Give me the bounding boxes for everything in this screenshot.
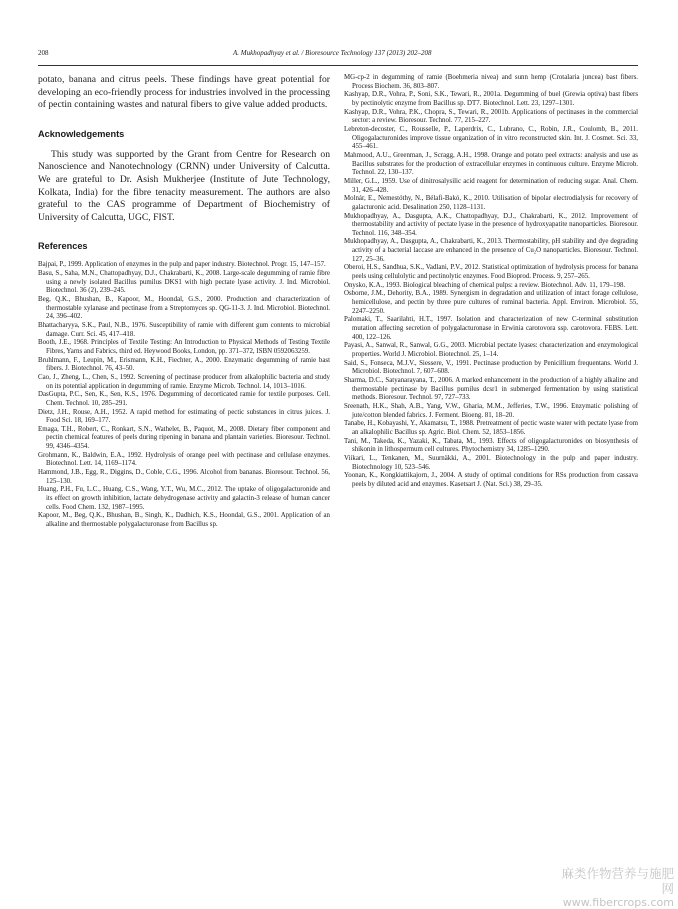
reference-item: Booth, J.E., 1968. Principles of Textile Testing: An Introduction to Physical Methods of Testing Textile Fibres, Yarns and Fabrics, third ed. Heywood Books, London, pp. 371–372, ISBN 0592063259. — [38, 339, 330, 355]
reference-item: Bhattacharyya, S.K., Paul, N.B., 1976. Susceptibility of ramie with different gum contents to microbial damage. Curr. Sci. 45, 417–418. — [38, 321, 330, 338]
reference-item: Cao, J., Zheng, L., Chen, S., 1992. Screening of pectinase producer from alkalophilic bacteria and study on its potential application in degumming of ramie. Enzyme Microb. Technol. 14, 1013–1016. — [38, 373, 330, 390]
reference-item: Said, S., Fonseca, M.J.V., Siessere, V., 1991. Pectinase production by Penicillium frequentans. World J. Microbiol. Biotechnol. 7, 607–608. — [344, 359, 638, 376]
journal-running-head: A. Mukhopadhyay et al. / Bioresource Technology 137 (2013) 202–208 — [233, 49, 432, 57]
references-list-left — [38, 261, 330, 529]
reference-item: Molnár, E., Nemestóthy, N., Bélafi-Bakó, K., 2010. Utilisation of bipolar electrodialysis for recovery of galacturonic acid. Desalination 250, 1128–1131. — [344, 195, 638, 211]
reference-item: Grohmann, K., Baldwin, E.A., 1992. Hydrolysis of orange peel with pectinase and cellulase enzymes. Biotechnol. Lett. 14, 1169–1174. — [38, 451, 330, 468]
reference-item: Dietz, J.H., Rouse, A.H., 1952. A rapid method for estimating of pectic substances in citrus juices. J. Food Sci. 18, 169–177. — [38, 408, 330, 425]
references-list-right — [344, 74, 638, 490]
reference-item: Yoonan, K., Kongkiattikajorn, J., 2004. A study of optimal conditions for RSs production from cassava peels by diluted acid and enzymes. Kasetsart J. (Nat. Sci.) 38, 29–35. — [344, 472, 638, 488]
reference-item: Onysko, K.A., 1993. Biological bleaching of chemical pulps: a review. Biotechnol. Adv. 11, 179–198. — [344, 281, 626, 289]
reference-item: Huang, P.H., Fu, L.C., Huang, C.S., Wang, Y.T., Wu, M.C., 2012. The uptake of oligogalacturonide and its effect on growth inhibition, lactate dehydrogenase activity and galactin-3 release of human cancer cells. Food Chem. 132, 1987–1995. — [38, 486, 330, 511]
reference-item: Tani, M., Takeda, K., Yazaki, K., Tabata, M., 1993. Effects of oligogalacturonides on biosynthesis of shikonin in lithospermum cell cultures. Phytochemistry 34, 1285–1290. — [344, 437, 638, 454]
reference-item: Kapoor, M., Beg, Q.K., Bhushan, B., Singh, K., Dadhich, K.S., Hoondal, G.S., 2001. Application of an alkaline and thermostable polygalacturonase from Bacillus sp. — [38, 512, 330, 529]
reference-item: Emaga, T.H., Robert, C., Ronkart, S.N., Wathelet, B., Paquot, M., 2008. Dietary fiber component and pectin chemical features of peels during ripening in banana and plantain varieties. Bioresour. Technol. 99, 4346–4354. — [38, 425, 330, 451]
reference-item: Sharma, D.C., Satyanarayana, T., 2006. A marked enhancement in the production of a highly alkaline and thermostable pectinase by Bacillus pumilus dcsr1 in submerged fermentation by using statistical methods. Bioresour. Technol. 97, 727–733. — [344, 376, 638, 402]
reference-item: Payasi, A., Sanwal, R., Sanwal, G.G., 2003. Microbial pectate lyases: characterization and enzymological properties. World J. Microbiol. Biotechnol. 25, 1–14. — [344, 342, 638, 358]
reference-item: Mahmood, A.U., Greenman, J., Scragg, A.H., 1998. Orange and potato peel extracts: analysis and use as Bacillus substrates for the production of extracellular enzymes in continuous culture. Enzyme Microb. Technol. 22, 130–137. — [344, 151, 638, 177]
header-rule — [38, 65, 638, 66]
reference-item: Basu, S., Saha, M.N., Chattopadhyay, D.J., Chakrabarti, K., 2008. Large-scale degumming of ramie fibre using a newly isolated Bacillus pumilus DKS1 with high pectate lyase activity. J. Ind. Microbiol. Biotechnol. 36 (2), 239–245. — [38, 270, 330, 295]
reference-item: Mukhopadhyay, A., Dasgupta, A., Chakrabarti, K., 2013. Thermostability, pH stability and dye degrading activity of a bacterial laccase are enhanced in the presence of Cu₂O nanoparticles. Bioresour. Technol. 127, 25–36. — [344, 238, 638, 263]
intro-paragraph: potato, banana and citrus peels. These findings have great potential for developing an eco-friendly process for industries involved in the processing of pectin containing wastes and natural fibers to give value added products. — [38, 74, 330, 111]
reference-item: Tanabe, H., Kobayashi, Y., Akamatsu, T., 1988. Pretreatment of pectic waste water with pectate lyase from an alkalophilic Bacillus sp. Agric. Biol. Chem. 52, 1853–1856. — [344, 420, 638, 436]
running-header — [38, 49, 638, 61]
right-column — [344, 74, 638, 490]
reference-item: Mukhopadhyay, A., Dasgupta, A.K., Chattopadhyay, D.J., Chakrabarti, K., 2012. Improvement of thermostability and activity of pectate lyase in the presence of hydroxyapatite nanoparticles. Bioresour. Technol. 116, 348–354. — [344, 212, 638, 237]
reference-item: Miller, G.L., 1959. Use of dinitrosalysilic acid reagent for determination of reducing sugar. Anal. Chem. 31, 426–428. — [344, 177, 638, 194]
reference-item: Oberoi, H.S., Sandhua, S.K., Vadlani, P.V., 2012. Statistical optimization of hydrolysis process for banana peels using cellulolytic and pectinolytic enzymes. Food Bioprod. Process. 9, 257–265. — [344, 264, 638, 281]
reference-item: Kashyap, D.R., Vohra, P., Soni, S.K., Tewari, R., 2001a. Degumming of buel (Grewia optiva) bast fibers by pectinolytic enzyme from Bacillus sp. DT7. Biotechnol. Lett. 23, 1297–1301. — [344, 91, 638, 107]
reference-item: Sreenath, H.K., Shah, A.B., Yang, V.W., Gharia, M.M., Jefferies, T.W., 1996. Enzymatic polishing of jute/cotton blended fabrics. J. Ferment. Bioeng. 81, 18–20. — [344, 402, 638, 419]
reference-item: Bajpai, P., 1999. Application of enzymes in the pulp and paper industry. Biotechnol. Progr. 15, 147–157. — [38, 261, 326, 269]
acknowledgements-text: This study was supported by the Grant from Centre for Research on Nanoscience and Nanotechnology (CRNN) under University of Calcutta. We are grateful to Dr. Asish Mukherjee (Institute of Jute Technology, Kolkata, India) for the fibre tenacity measurement. The authors are also grateful to the CAS programme of Department of Biochemistry of University of Calcutta, UGC, FIST. — [38, 148, 330, 223]
references-heading: References — [38, 241, 88, 252]
page-number: 208 — [38, 49, 49, 57]
reference-item: Hammond, J.B., Egg, R., Diggins, D., Coble, C.G., 1996. Alcohol from bananas. Bioresour. Technol. 56, 125–130. — [38, 469, 330, 485]
reference-item: Osborne, J.M., Dehority, B.A., 1989. Synergism in degradation and utilization of intact forage cellulose, hemicellulose, and pectin by three pure cultures of ruminal bacteria. Appl. Environ. Microbiol. 55, 2247–2250. — [344, 290, 638, 315]
reference-item: Palomaki, T., Saarilahti, H.T., 1997. Isolation and characterization of new C-terminal substitution mutation affecting secretion of polygalacturonase in Erwinia carotovora ssp. carotovora. FEBS. Lett. 400, 122–126. — [344, 316, 638, 341]
reference-item: DasGupta, P.C., Sen, K., Sen, K.S., 1976. Degumming of decorticated ramie for textile purposes. Cell. Chem. Technol. 10, 285–291. — [38, 391, 330, 407]
acknowledgements-heading: Acknowledgements — [38, 128, 125, 139]
site-watermark — [552, 866, 674, 909]
reference-item: MG-cp-2 in degumming of ramie (Boehmeria nivea) and sunn hemp (Crotalaria juncea) bast fibers. Process Biochem. 36, 803–807. — [344, 74, 638, 90]
watermark-title: 麻类作物营养与施肥网 — [561, 866, 674, 896]
watermark-url: www.fibercrops.com — [562, 896, 674, 909]
reference-item: Beg, Q.K., Bhushan, B., Kapoor, M., Hoondal, G.S., 2000. Production and characterization of thermostable xylanase and pectinase from a Streptomyces sp. QG-11-3. J. Ind. Microbiol. Biotechnol. 24, 396–402. — [38, 295, 330, 321]
left-column — [38, 74, 330, 530]
reference-item: Lebreton-decoster, C., Rousselle, P., Laperdrix, C., Lubrano, C., Robin, J.R., Coulomb, B., 2011. Oligogalacturonides improve tissue organization of in vitro reconstructed skin. Int. J. Cosmet. Sci. 33, 455–461. — [344, 125, 638, 151]
reference-item: Kashyap, D.R., Vohra, P.K., Chopra, S., Tewari, R., 2001b. Applications of pectinases in the commercial sector: a review. Bioresour. Technol. 77, 215–227. — [344, 108, 638, 125]
reference-item: Viikari, L., Tenkanen, M., Suurnäkki, A., 2001. Biotechnology in the pulp and paper industry. Biotechnology 10, 523–546. — [344, 454, 638, 471]
reference-item: Bruhlmann, F., Leupin, M., Erismann, K.H., Fiechter, A., 2000. Enzymatic degumming of ramie bast fibers. J. Biotechnol. 76, 43–50. — [38, 356, 330, 373]
